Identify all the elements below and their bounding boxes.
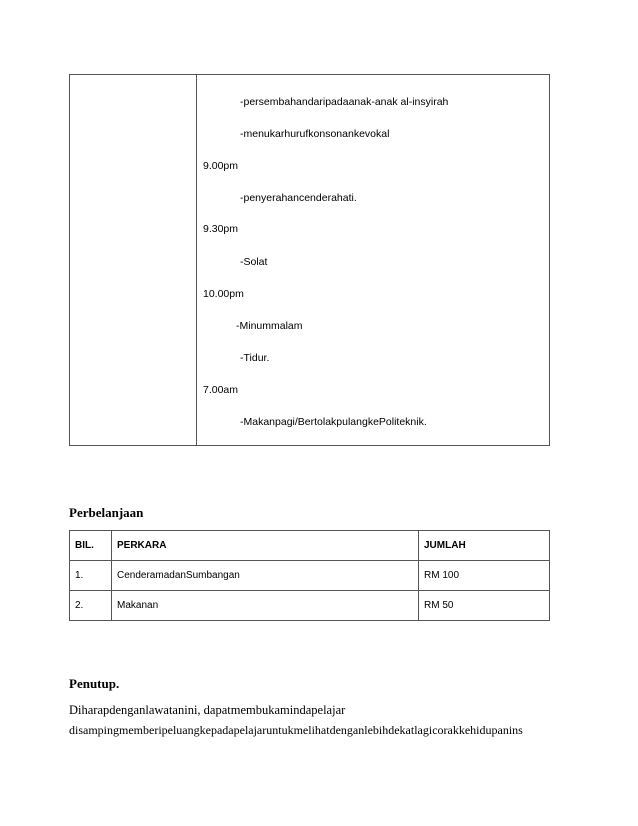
- cell-jumlah: RM 50: [419, 591, 550, 621]
- schedule-item: -penyerahancenderahati.: [240, 192, 357, 204]
- schedule-item: -Solat: [240, 256, 268, 268]
- schedule-time: 9.00pm: [203, 160, 239, 172]
- schedule-time: 10.00pm: [203, 288, 244, 300]
- expenses-heading: Perbelanjaan: [69, 505, 144, 520]
- closing-paragraph-line: disampingmemberipeluangkepadapelajaruntukmelihatdenganlebihdekatlagicorakkehidupanins: [69, 723, 523, 737]
- closing-paragraph-line: Diharapdenganlawatanini, dapatmembukamindapelajar: [69, 703, 346, 717]
- header-jumlah: JUMLAH: [419, 531, 550, 561]
- schedule-time: 7.00am: [203, 384, 239, 396]
- schedule-item: -Tidur.: [240, 352, 270, 364]
- schedule-item: -persembahandaripadaanak-anak al-insyirah: [240, 96, 449, 108]
- expense-table: [69, 530, 550, 621]
- cell-jumlah: RM 100: [419, 561, 550, 591]
- cell-bil: 1.: [70, 561, 112, 591]
- schedule-item: -Makanpagi/BertolakpulangkePoliteknik.: [240, 416, 427, 428]
- schedule-column-divider: [196, 74, 197, 446]
- closing-heading: Penutup.: [69, 676, 120, 691]
- cell-perkara: CenderamadanSumbangan: [112, 561, 419, 591]
- schedule-item: -Minummalam: [236, 320, 303, 332]
- schedule-item: -menukarhurufkonsonankevokal: [240, 128, 390, 140]
- schedule-time: 9.30pm: [203, 223, 239, 235]
- table-header-row: [70, 531, 550, 561]
- table-row: [70, 561, 550, 591]
- table-row: [70, 591, 550, 621]
- header-perkara: PERKARA: [112, 531, 419, 561]
- cell-bil: 2.: [70, 591, 112, 621]
- header-bil: BIL.: [70, 531, 112, 561]
- cell-perkara: Makanan: [112, 591, 419, 621]
